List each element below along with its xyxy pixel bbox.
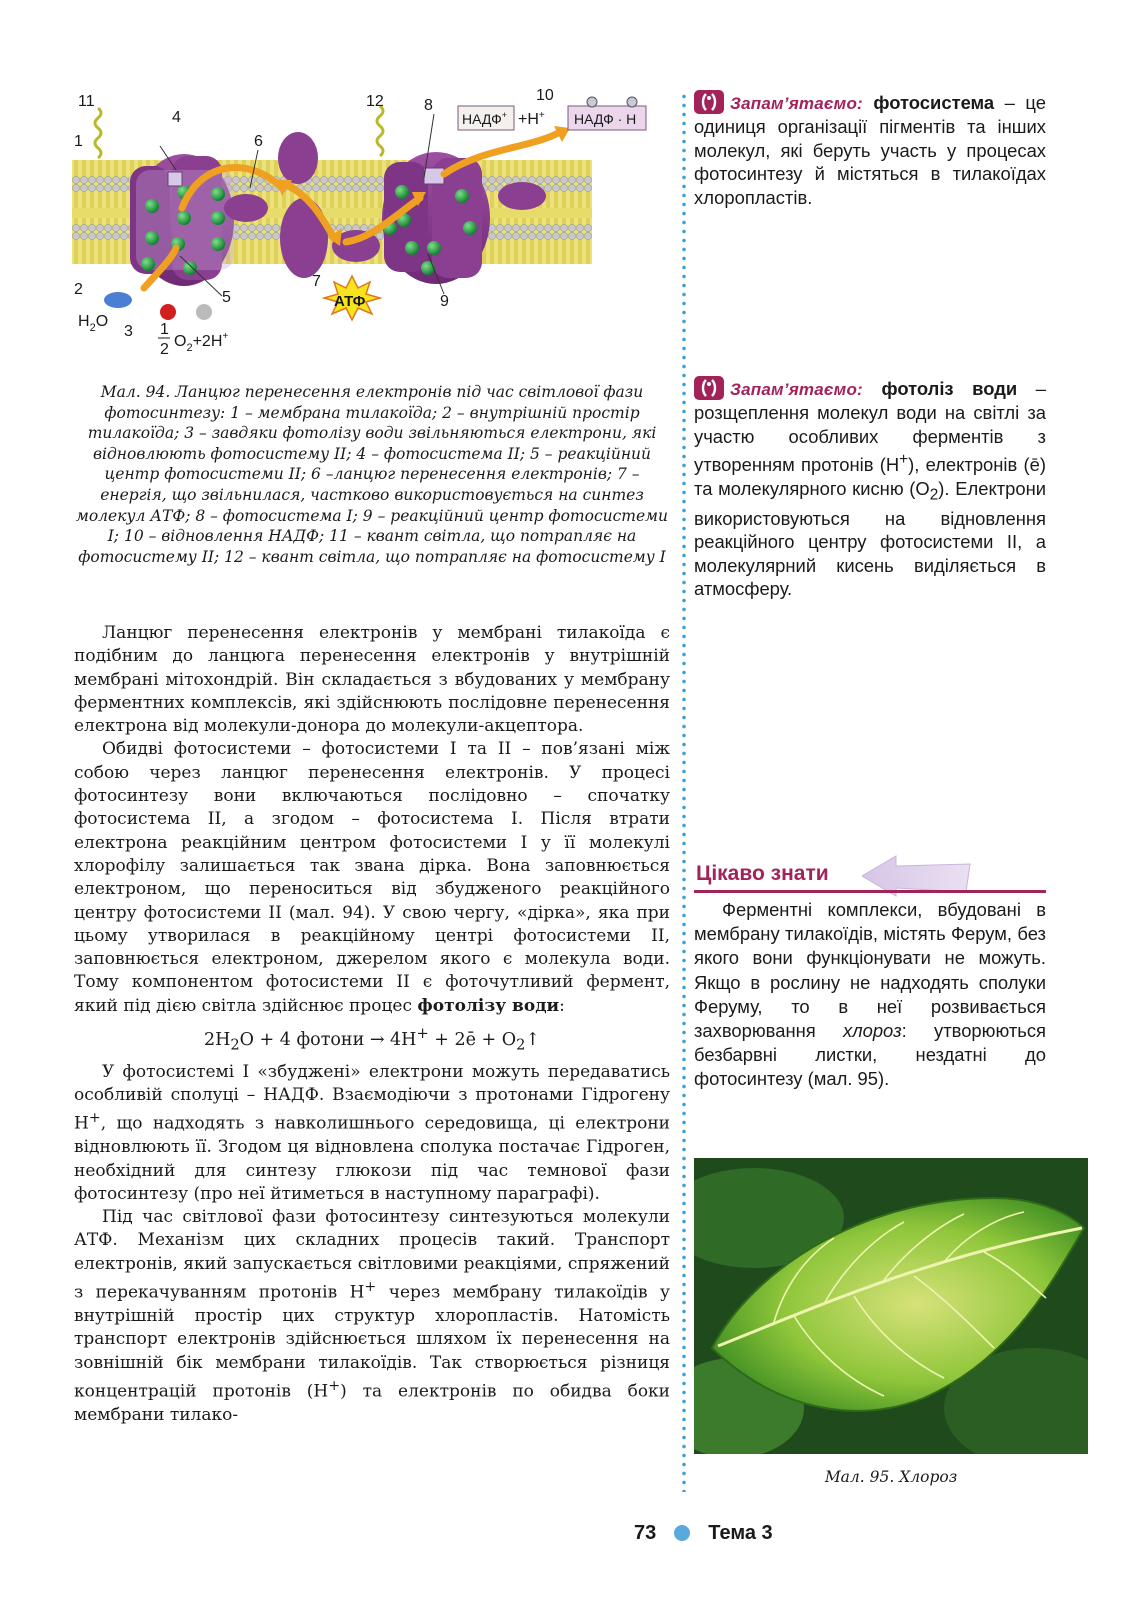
header-rule — [694, 890, 1046, 893]
svg-text:НАДФ+: НАДФ+ — [462, 110, 507, 127]
memo-photosystem: Запам’ятаємо: фотосистема – це одиниця організації пігментів та інших молекул, які беруть участь у процесах фотосинтезу й містяться в тилакоїдах хлоропластів. — [694, 92, 1046, 208]
svg-text:НАДФ · Н: НАДФ · Н — [574, 111, 637, 127]
proton-atom — [196, 304, 212, 320]
svg-text:АТФ: АТФ — [334, 293, 366, 310]
svg-text:1: 1 — [74, 133, 83, 150]
column-divider — [682, 92, 686, 1492]
svg-text:4: 4 — [172, 109, 181, 126]
oxygen-atom — [160, 304, 176, 320]
light-quantum-12 — [377, 106, 383, 156]
svg-text:O2+2H+: $O_2+2H^+$ — [174, 331, 229, 354]
svg-text:7: 7 — [312, 273, 321, 290]
paragraph: Ланцюг перенесення електронів у мембрані тилакоїда є подібним до ланцюга перенесення електронів у внутрішній мембрані мітохондрій. Він складається з вбудованих у мембрану ферментних комплексів, які здійснюють послідовне перенесення електрона від молекули-донора до молекули-акцептора. — [74, 623, 670, 737]
svg-text:10: 10 — [536, 88, 554, 104]
svg-text:H2O: $H_2O$ — [78, 313, 109, 334]
main-text — [74, 622, 670, 1427]
water-molecule — [104, 292, 132, 308]
paragraph: Під час світлової фази фотосинтезу синтезуються молекули АТФ. Механізм цих складних процесів такий. Транспорт електронів, який запускається світловими реакціями, спряжений з перекачуванням протонів H+ через мембрану тилакоїдів у внутрішній простір цих структур хлоропластів. Натомість транспорт електронів здійснюється шляхом їх перенесення на зовнішній бік мембрани тилакоїдів. Так створюється різниця концентрацій протонів (H+) та електронів по обидва боки мембрани тилако- — [74, 1207, 671, 1425]
paragraph: У фотосистемі І «збуджені» електрони можуть передаватись особливій сполуці – НАДФ. Взаємодіючи з протонами Гідрогену H+, що надходять з навколишнього середовища, ці електрони відновлюють її. Згодом ця відновлена сполука постачає Гідроген, необхідний для синтезу глюкози під час темнової фази фотосинтезу (про неї йтиметься в наступному параграфі). — [74, 1061, 670, 1204]
page-number: 73 — [634, 1521, 657, 1544]
memo-photolysis: Запам’ятаємо: фотоліз води – розщеплення молекул води на світлі за участю особливих ферментів з утворенням протонів (H+), електронів (ē) та молекулярного кисню $(O_2)$. Електрони використовуються на відновлення реакційного центру фотосистеми ІІ, а молекулярний кисень виділяється в атмосферу. — [694, 378, 1047, 600]
chlorosis-leaf-photo — [694, 1158, 1088, 1454]
svg-text:12: 12 — [366, 93, 384, 110]
figure-95-caption: Мал. 95. Хлороз — [824, 1468, 958, 1486]
svg-text:2: 2 — [160, 341, 169, 358]
interesting-facts-header — [694, 852, 1054, 900]
svg-text:+H+: +H+ — [518, 110, 545, 128]
paragraph: Обидві фотосистеми – фотосистеми І та ІІ – пов’язані між собою через ланцюг перенесення електронів. У процесі фотосинтезу вони включаються послідовно – спочатку фотосистема ІІ, а згодом – фотосистема І. Після втрати електрона реакційним центром фотосистеми І у її молекулі хлорофілу залишається так звана дірка. Вона заповнюється електроном, що переноситься від збудженого реакційного центру фотосистеми ІІ (мал. 94). У свою чергу, «дірка», яка при цьому утворилася в реакційному центрі фотосистеми ІІ, заповнюється електроном, джерелом якого є молекула води. Тому компонентом фотосистеми ІІ є фоточутливий фермент, який під дією світла здійснює процес фотолізу води: — [74, 739, 670, 1016]
section-label: Тема 3 — [708, 1521, 773, 1544]
bold-term-photolysis: фотолізу води — [417, 995, 560, 1016]
interesting-facts-title: Цікаво знати — [696, 862, 829, 885]
svg-text:8: 8 — [424, 97, 433, 114]
svg-text:2: 2 — [74, 281, 83, 298]
remember-icon — [694, 90, 724, 114]
svg-text:9: 9 — [440, 293, 449, 310]
figure-94-caption: Мал. 94. Ланцюг перенесення електронів під час світлової фази фотосинтезу: 1 – мембрана тилакоїда; 2 – внутрішній простір тилакоїда; 3 – завдяки фотолізу води звільняються електрони, які відновлюють фотосистему ІІ; 4 – фотосистема ІІ; 5 – реакційний центр фотосистеми ІІ; 6 –ланцюг перенесення електронів; 7 – енергія, що звільнилася, частково використовується на синтез молекул АТФ; 8 – фотосистема І; 9 – реакційний центр фотосистеми І; 10 – відновлення НАДФ; 11 – квант світла, що потрапляє на фотосистему ІІ; 12 – квант світла, що потрапляє на фотосистему І — [75, 383, 669, 566]
interesting-facts-text: Ферментні комплекси, вбудовані в мембрану тилакоїдів, містять Ферум, без якого вони функціонувати не можуть. Якщо в рослину не надходять сполуки Феруму, то в неї розвивається захворювання хлороз: утворюються безбарвні листки, нездатні до фотосинтезу (мал. 95). — [694, 899, 1047, 1090]
figure-94-electron-transport-diagram — [72, 88, 672, 370]
light-quantum-11 — [95, 108, 101, 158]
page-footer — [634, 1518, 773, 1548]
remember-icon — [694, 376, 724, 400]
svg-text:1: 1 — [160, 321, 169, 338]
svg-text:11: 11 — [78, 93, 95, 110]
svg-text:6: 6 — [254, 133, 263, 150]
bullet-dot-icon — [674, 1525, 690, 1541]
svg-text:3: 3 — [124, 323, 133, 340]
svg-text:5: 5 — [222, 289, 231, 306]
photolysis-formula: $2H_2O + 4$ фотони → 4H+ + 2ē + $O_2↑$ — [203, 1025, 541, 1054]
